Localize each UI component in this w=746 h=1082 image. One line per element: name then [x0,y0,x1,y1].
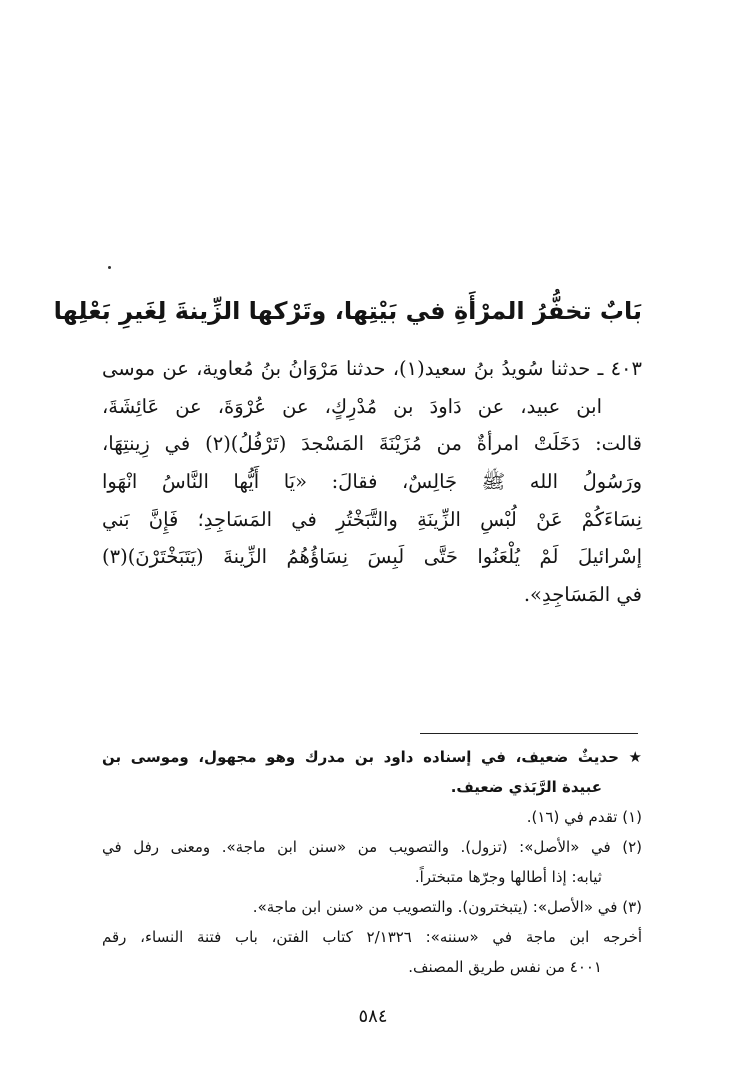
footnote-line: (٢) في «الأصل»: (تزول). والتصويب من «سنن ابن ماجة». ومعنى رفل في [102,838,642,856]
hadith-line: ابن عبيد، عن دَاودَ بن مُدْرِكٍ، عن عُرْوَةَ، عن عَائِشَةَ، [102,394,602,418]
footnote-line: (١) تقدم في (١٦). [526,808,642,826]
hadith-line: قالت: دَخَلَتْ امرأةٌ من مُزَيْنَةَ المَسْجدَ (تَرْفُلُ)(٢) في زِينتِهَا، [102,432,643,456]
hadith-text [102,350,642,614]
hadith-line: ٤٠٣ ـ حدثنا سُويدُ بنُ سعيد(١)، حدثنا مَرْوَانُ بنُ مُعاوية، عن موسى [102,357,642,380]
hadith-line: نِسَاءَكُمْ عَنْ لُبْسِ الزِّينَةِ والتَّبَخْتُرِ في المَسَاجِدِ؛ فَإِنَّ بَني [102,507,642,531]
footnote-line: ثيابه: إذا أطالها وجرّها متبختراً. [414,868,602,886]
grading-line: عبيدة الرَّبَذي ضعيف. [450,778,602,796]
footnotes [102,742,642,982]
footnote-line: أخرجه ابن ماجة في «سننه»: ٢/١٣٢٦ كتاب الفتن، باب فتنة النساء، رقم [102,928,643,946]
grading-line: ★ حديثٌ ضعيف، في إسناده داود بن مدرك وهو مجهول، وموسى بن [102,748,642,766]
hadith-line: إسْرائيلَ لَمْ يُلْعَنُوا حَتَّى لَبِسَ نِسَاؤُهُمُ الزِّينةَ (يَتَبَخْتَرْنَ)(٣) [102,545,642,569]
chapter-title: بَابٌ تخفُّرُ المرْأَةِ في بَيْتِها، وتَرْكها الزِّينةَ لِغَيرِ بَعْلِها [53,297,642,325]
speck [108,266,111,269]
footnote-line: ٤٠٠١ من نفس طريق المصنف. [408,958,602,976]
footnote-divider [420,733,638,734]
page-number: ٥٨٤ [358,1006,388,1027]
footnote-line: (٣) في «الأصل»: (يتبخترون). والتصويب من «سنن ابن ماجة». [252,898,642,916]
hadith-line: ورَسُولُ الله ﷺ جَالِسٌ، فقالَ: «يَا أَيُّها النَّاسُ انْهَوا [102,470,642,494]
hadith-line: في المَسَاجِدِ». [523,583,642,607]
